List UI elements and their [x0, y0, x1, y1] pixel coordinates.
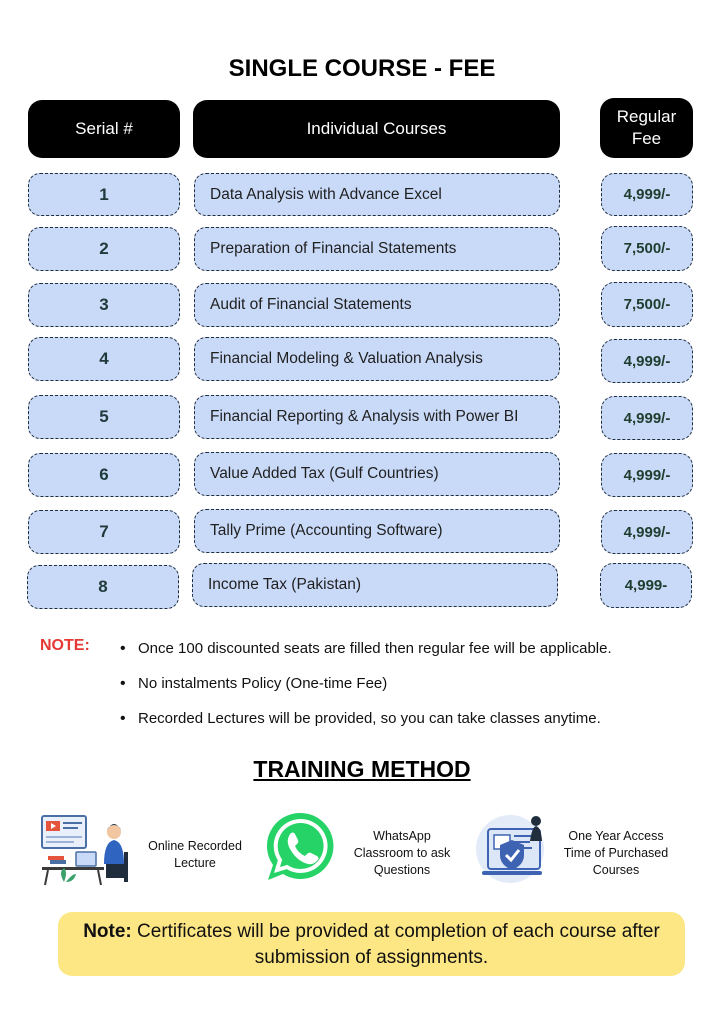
caption-line: One Year Access — [568, 829, 664, 843]
caption-line: Online Recorded — [148, 839, 242, 853]
method-caption-access — [556, 828, 676, 879]
certificate-note-text: Certificates will be provided at completion of each course after submission of assignments. — [137, 921, 660, 968]
row-course-3: Audit of Financial Statements — [194, 283, 560, 327]
row-fee-6: 4,999/- — [601, 453, 693, 497]
caption-line: Time of Purchased — [563, 846, 669, 860]
row-fee-4: 4,999/- — [601, 339, 693, 383]
row-fee-1: 4,999/- — [601, 173, 693, 216]
caption-line: WhatsApp — [373, 829, 431, 843]
row-serial-6: 6 — [28, 453, 180, 497]
row-course-4: Financial Modeling & Valuation Analysis — [194, 337, 560, 381]
whatsapp-icon — [262, 809, 338, 885]
row-serial-5: 5 — [28, 395, 180, 439]
row-serial-2: 2 — [28, 227, 180, 271]
header-fee — [600, 98, 693, 158]
online-lecture-illustration — [40, 812, 132, 886]
row-serial-1: 1 — [28, 173, 180, 216]
row-fee-3: 7,500/- — [601, 282, 693, 327]
row-fee-7: 4,999/- — [601, 510, 693, 554]
row-fee-2: 7,500/- — [601, 226, 693, 271]
caption-line: Courses — [592, 863, 640, 877]
certificate-note — [58, 919, 685, 971]
row-course-6: Value Added Tax (Gulf Countries) — [194, 452, 560, 496]
method-caption-whatsapp — [344, 828, 460, 879]
note-label: NOTE: — [40, 637, 90, 654]
page-title: SINGLE COURSE - FEE — [228, 55, 496, 82]
note-item: • Once 100 discounted seats are filled then regular fee will be applicable. — [120, 638, 710, 673]
row-serial-4: 4 — [28, 337, 180, 381]
row-course-7: Tally Prime (Accounting Software) — [194, 509, 560, 553]
header-fee-line1: Regular — [616, 107, 677, 126]
row-fee-8: 4,999- — [600, 563, 692, 608]
row-serial-3: 3 — [28, 283, 180, 327]
header-fee-line2: Fee — [631, 129, 662, 148]
row-fee-5: 4,999/- — [601, 396, 693, 440]
row-course-5: Financial Reporting & Analysis with Power BI — [194, 395, 560, 439]
training-method-title: TRAINING METHOD — [253, 756, 471, 782]
row-serial-8: 8 — [27, 565, 179, 609]
secure-access-illustration — [470, 811, 552, 885]
note-item: • Recorded Lectures will be provided, so you can take classes anytime. — [120, 708, 710, 743]
certificate-note-label: Note: — [83, 921, 132, 942]
row-course-8: Income Tax (Pakistan) — [192, 563, 558, 607]
row-course-1: Data Analysis with Advance Excel — [194, 173, 560, 216]
caption-line: Questions — [373, 863, 431, 877]
method-caption-online — [136, 838, 254, 872]
header-courses: Individual Courses — [193, 100, 560, 158]
note-list — [120, 638, 710, 743]
caption-line: Lecture — [174, 856, 216, 870]
header-serial: Serial # — [28, 100, 180, 158]
note-item: • No instalments Policy (One-time Fee) — [120, 673, 710, 708]
row-course-2: Preparation of Financial Statements — [194, 227, 560, 271]
row-serial-7: 7 — [28, 510, 180, 554]
caption-line: Classroom to ask — [353, 846, 451, 860]
